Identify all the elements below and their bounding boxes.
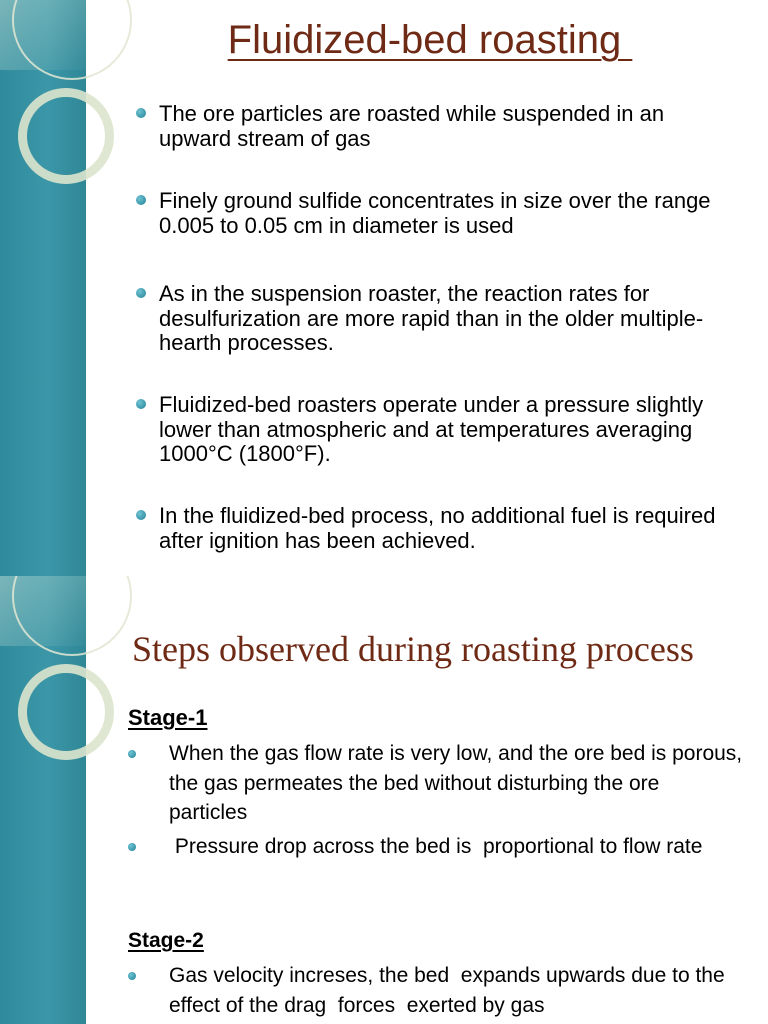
list-item: In the fluidized-bed process, no additional fuel is required after ignition has been achieved. [136, 504, 736, 553]
list-item: Fluidized-bed roasters operate under a pressure slightly lower than atmospheric and at temperatures averaging 1000°C (1800°F). [136, 393, 736, 467]
section-title: Steps observed during roasting process [132, 629, 694, 669]
stage-2-heading: Stage-2 [128, 929, 204, 952]
list-item: When the gas flow rate is very low, and the ore bed is porous, the gas permeates the bed without disturbing the ore particles [128, 739, 743, 828]
ring-decoration [18, 664, 114, 760]
bullet-list [136, 282, 736, 356]
list-item: Gas velocity increses, the bed expands upwards due to the effect of the drag forces exerted by gas [128, 961, 743, 1020]
bullet-icon [128, 750, 136, 758]
stage-2-list [128, 961, 743, 1020]
list-item: Pressure drop across the bed is proportional to flow rate [128, 832, 743, 862]
bullet-icon [136, 510, 146, 520]
bullet-icon [136, 399, 146, 409]
list-item: Finely ground sulfide concentrates in size over the range 0.005 to 0.05 cm in diameter is used [136, 189, 736, 238]
bullet-icon [128, 843, 136, 851]
bullet-icon [136, 288, 146, 298]
bullet-icon [136, 195, 146, 205]
bullet-list [136, 189, 736, 238]
bullet-list [136, 102, 736, 151]
stage-1-list [128, 739, 743, 861]
bullet-list [136, 504, 736, 553]
sidebar-decoration [0, 0, 86, 576]
list-item: The ore particles are roasted while suspended in an upward stream of gas [136, 102, 736, 151]
bullet-list [136, 393, 736, 467]
bullet-icon [136, 108, 146, 118]
bullet-icon [128, 972, 136, 980]
stage-1-heading: Stage-1 [128, 705, 208, 730]
list-item: As in the suspension roaster, the reaction rates for desulfurization are more rapid than in the older multiple-hearth processes. [136, 282, 736, 356]
ring-decoration [18, 88, 114, 184]
slide-title: Fluidized-bed roasting [227, 18, 633, 62]
